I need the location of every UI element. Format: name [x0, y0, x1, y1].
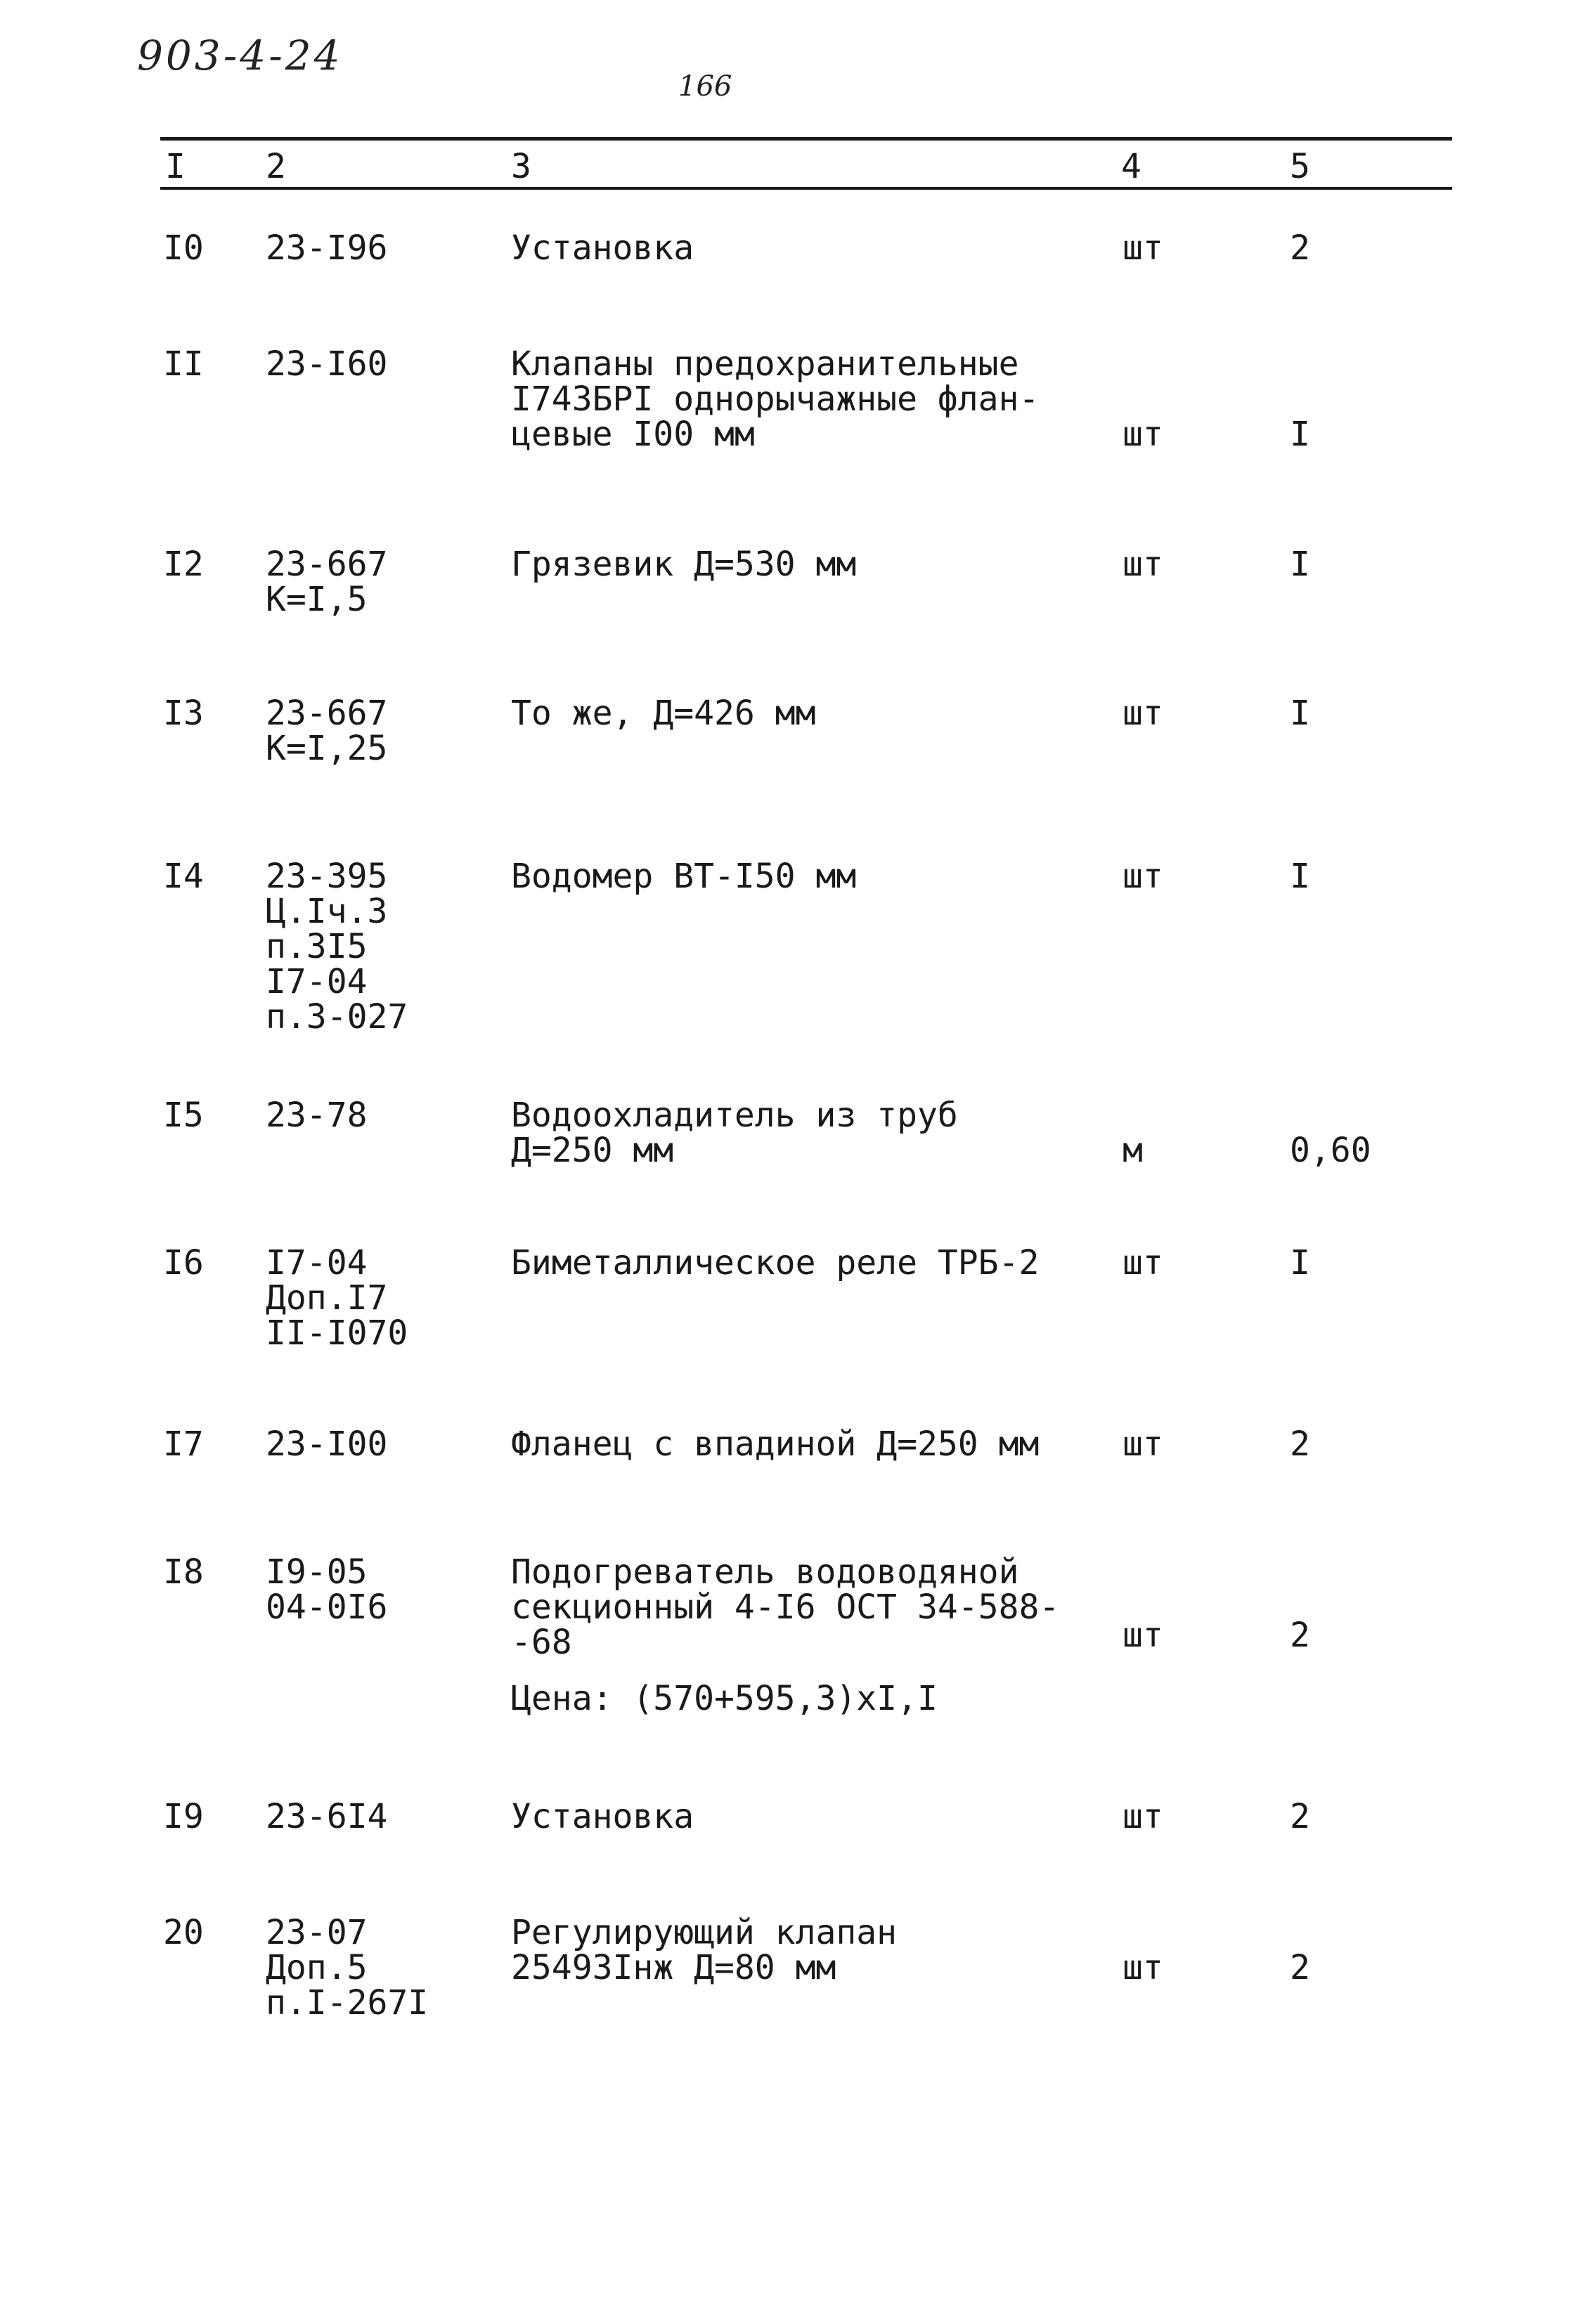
row-quantity: 2	[1290, 1797, 1310, 1836]
row-number: I5	[163, 1096, 204, 1135]
row-unit: шт	[1123, 1948, 1163, 1987]
row-number: I4	[163, 857, 204, 896]
row-description	[511, 1799, 694, 1834]
row-code-line: I9-05	[266, 1552, 368, 1592]
page-number: 166	[678, 70, 732, 103]
row-code-line: К=I,5	[266, 580, 368, 619]
row-code	[266, 696, 387, 766]
row-code	[266, 547, 387, 617]
row-quantity: 2	[1290, 228, 1310, 268]
row-description-line: Подогреватель водоводяной	[511, 1552, 1019, 1592]
row-code-line: К=I,25	[266, 729, 388, 768]
row-description-line: Д=250 мм	[511, 1131, 674, 1170]
row-unit: м	[1123, 1131, 1143, 1170]
header-col-1: I	[165, 147, 186, 186]
row-number: I2	[163, 545, 204, 584]
row-code-line: 04-0I6	[266, 1588, 388, 1627]
row-description-line: Биметаллическое реле ТРБ-2	[511, 1243, 1040, 1283]
row-description-line: То же, Д=426 мм	[511, 694, 816, 733]
table-header-rule	[160, 187, 1452, 190]
row-code-line: 23-I00	[266, 1424, 388, 1464]
row-code-line: II-I070	[266, 1313, 408, 1353]
row-price-note: Цена: (570+595,3)xI,I	[511, 1679, 938, 1718]
row-description	[511, 859, 856, 894]
row-unit: шт	[1123, 1424, 1163, 1464]
row-code-line: Доп.I7	[266, 1278, 388, 1318]
row-number: I6	[163, 1243, 204, 1283]
row-code-line: Ц.Iч.3	[266, 892, 388, 931]
table-top-rule	[160, 137, 1452, 141]
row-description-line: Регулирующий клапан	[511, 1913, 898, 1952]
row-code	[266, 228, 388, 268]
row-unit: шт	[1123, 415, 1163, 454]
row-description-line: Водомер ВТ-I50 мм	[511, 857, 857, 896]
row-quantity: I	[1290, 857, 1310, 896]
row-code	[266, 346, 387, 382]
row-code-line: 23-78	[266, 1096, 368, 1135]
row-description	[511, 1554, 1059, 1716]
row-code-line: 23-395	[266, 857, 388, 896]
row-code-line: I7-04	[266, 962, 368, 1001]
row-description-line: Грязевик Д=530 мм	[511, 545, 857, 584]
row-quantity: 2	[1290, 1424, 1310, 1464]
row-quantity: 2	[1290, 1616, 1310, 1655]
row-description-line: секционный 4-I6 ОСТ 34-588-	[511, 1588, 1060, 1627]
row-unit: шт	[1123, 1243, 1163, 1283]
row-number: 20	[163, 1913, 204, 1952]
row-number: I0	[163, 228, 204, 268]
header-col-5: 5	[1290, 147, 1310, 186]
header-col-4: 4	[1121, 147, 1142, 186]
table-header	[0, 143, 1578, 185]
row-code-line: п.3-027	[266, 997, 408, 1037]
row-unit: шт	[1123, 1616, 1163, 1655]
row-code-line: 23-I60	[266, 344, 388, 384]
row-code	[266, 1424, 388, 1464]
row-description	[511, 228, 694, 268]
row-code-line: 23-07	[266, 1913, 368, 1952]
row-code	[266, 1245, 408, 1351]
row-description	[511, 696, 815, 731]
row-description-line: Клапаны предохранительные	[511, 344, 1019, 384]
row-description	[511, 346, 1039, 452]
row-number: I7	[163, 1424, 204, 1464]
row-description-line: Установка	[511, 1797, 694, 1836]
row-description	[511, 547, 856, 582]
row-description-line: Водоохладитель из труб	[511, 1096, 958, 1135]
row-code	[266, 1098, 368, 1133]
row-code	[266, 857, 408, 1037]
row-description-line: 25493Iнж Д=80 мм	[511, 1948, 836, 1987]
row-number: I3	[163, 694, 204, 733]
row-description	[511, 1243, 1040, 1283]
row-quantity: 2	[1290, 1948, 1310, 1987]
row-unit: шт	[1123, 857, 1163, 896]
row-description-line: Установка	[511, 228, 694, 268]
row-code	[266, 1554, 387, 1625]
row-description	[511, 1915, 897, 1985]
row-description-line: цевые I00 мм	[511, 415, 755, 454]
row-quantity: I	[1290, 694, 1310, 733]
row-number: I9	[163, 1797, 204, 1836]
header-col-3: 3	[511, 147, 531, 186]
row-quantity: 0,60	[1290, 1131, 1371, 1170]
row-description	[511, 1424, 1040, 1464]
row-number: II	[163, 344, 204, 384]
row-code-line: п.I-267I	[266, 1983, 429, 2023]
row-quantity: I	[1290, 415, 1310, 454]
row-code-line: Доп.5	[266, 1948, 368, 1987]
row-code-line: 23-I96	[266, 228, 388, 268]
row-code-line: I7-04	[266, 1243, 368, 1283]
row-description-line: I743БРI однорычажные флан-	[511, 379, 1040, 419]
row-description	[511, 1098, 958, 1168]
row-code-line: 23-6I4	[266, 1797, 388, 1836]
row-number: I8	[163, 1552, 204, 1592]
row-code	[266, 1799, 387, 1834]
row-code-line: 23-667	[266, 545, 388, 584]
row-code-line: п.3I5	[266, 927, 368, 966]
row-description-line: Фланец с впадиной Д=250 мм	[511, 1424, 1040, 1464]
row-code	[266, 1913, 429, 2023]
row-code-line: 23-667	[266, 694, 388, 733]
document-code: 903-4-24	[137, 32, 343, 79]
row-unit: шт	[1123, 545, 1163, 584]
row-description-line: -68	[511, 1623, 572, 1662]
row-quantity: I	[1290, 545, 1310, 584]
row-quantity: I	[1290, 1243, 1310, 1283]
row-unit: шт	[1123, 228, 1163, 268]
header-col-2: 2	[266, 147, 286, 186]
row-unit: шт	[1123, 1797, 1163, 1836]
row-unit: шт	[1123, 694, 1163, 733]
